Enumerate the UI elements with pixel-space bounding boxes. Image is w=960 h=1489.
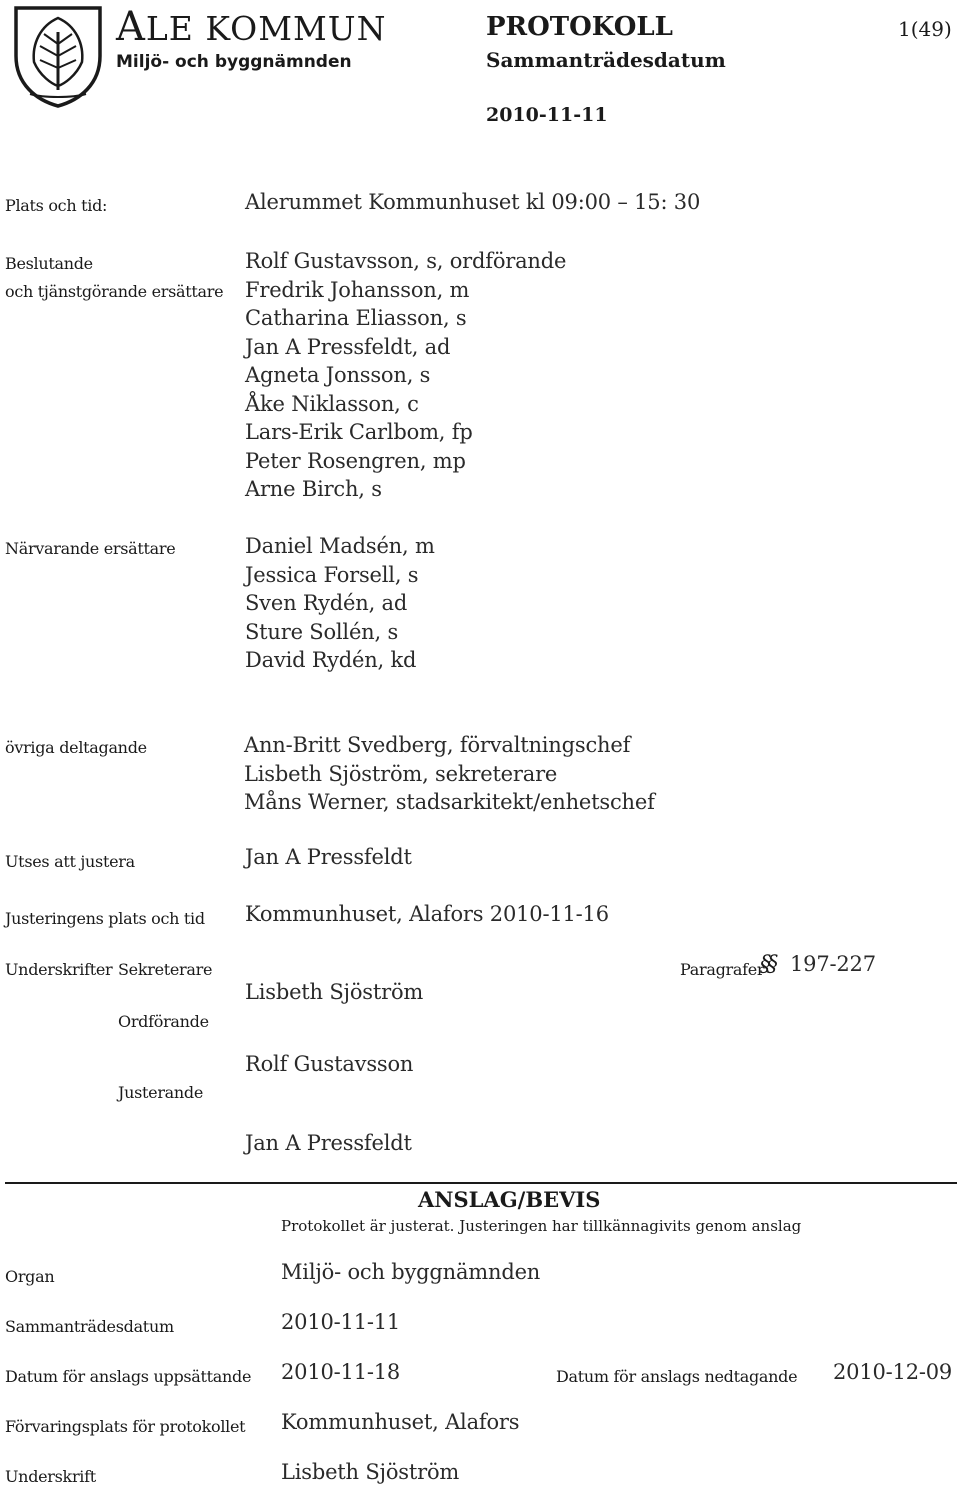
posted-date-value: 2010-11-18: [281, 1360, 401, 1384]
others-label: övriga deltagande: [5, 738, 147, 757]
section-divider: [5, 1182, 957, 1184]
member-name: Catharina Eliasson, s: [245, 306, 467, 330]
notice-date-value: 2010-11-11: [281, 1310, 401, 1334]
secretary-label: Sekreterare: [118, 960, 213, 979]
notice-date-label: Sammanträdesdatum: [5, 1317, 174, 1336]
participant-name: Måns Werner, stadsarkitekt/enhetschef: [244, 790, 655, 814]
organ-value: Miljö- och byggnämnden: [281, 1260, 541, 1284]
signature-label: Underskrift: [5, 1467, 96, 1486]
substitute-name: Daniel Madsén, m: [245, 534, 435, 558]
member-name: Fredrik Johansson, m: [245, 277, 470, 302]
storage-value: Kommunhuset, Alafors: [281, 1410, 520, 1434]
deciding-label-line2: och tjänstgörande ersättare: [5, 282, 224, 301]
substitute-name: David Rydén, kd: [245, 648, 417, 672]
organ-label: Organ: [5, 1267, 55, 1286]
adjustment-value: Kommunhuset, Alafors 2010-11-16: [245, 902, 609, 926]
removed-date-label: Datum för anslags nedtagande: [556, 1367, 798, 1386]
substitute-name: Sture Sollén, s: [245, 619, 399, 644]
board-name: Miljö- och byggnämnden: [116, 52, 352, 72]
signatures-label: Underskrifter: [5, 960, 113, 979]
adjuster-label: Utses att justera: [5, 852, 135, 871]
notice-statement: Protokollet är justerat. Justeringen har tillkännagivits genom anslag: [281, 1217, 802, 1235]
paragraphs-label: Paragrafer: [680, 960, 765, 979]
justifier-name: Jan A Pressfeldt: [245, 1131, 412, 1155]
paragraphs-value: 197-227: [790, 952, 876, 976]
place-time-value: Alerummet Kommunhuset kl 09:00 – 15: 30: [245, 190, 701, 214]
participant-name: Ann-Britt Svedberg, förvaltningschef: [244, 733, 631, 757]
meeting-date: 2010-11-11: [486, 104, 608, 126]
meeting-date-label: Sammanträdesdatum: [486, 48, 726, 72]
justifier-label: Justerande: [118, 1083, 204, 1102]
substitute-name: Jessica Forsell, s: [245, 562, 419, 587]
shield-tree-icon: [10, 4, 106, 108]
paragraphs-symbol: §§: [760, 952, 774, 977]
substitute-name: Sven Rydén, ad: [245, 591, 408, 615]
place-time-label: Plats och tid:: [5, 196, 108, 215]
member-name: Agneta Jonsson, s: [245, 363, 431, 387]
deciding-label: Beslutande: [5, 254, 93, 273]
member-name: Rolf Gustavsson, s, ordförande: [245, 249, 567, 273]
notice-title: ANSLAG/BEVIS: [418, 1187, 601, 1212]
secretary-name: Lisbeth Sjöström: [245, 980, 424, 1004]
member-name: Arne Birch, s: [245, 477, 382, 501]
participant-name: Lisbeth Sjöström, sekreterare: [244, 761, 558, 786]
page-number: 1(49): [898, 17, 952, 41]
others-list: [244, 731, 655, 817]
member-name: Lars-Erik Carlbom, fp: [245, 420, 473, 444]
substitutes-list: [245, 532, 435, 675]
adjuster-value: Jan A Pressfeldt: [245, 845, 412, 869]
member-name: Åke Niklasson, c: [245, 391, 419, 416]
signature-value: Lisbeth Sjöström: [281, 1460, 460, 1484]
adjustment-label: Justeringens plats och tid: [5, 909, 205, 928]
document-title: PROTOKOLL: [486, 12, 673, 42]
member-name: Jan A Pressfeldt, ad: [245, 334, 451, 359]
removed-date-value: 2010-12-09: [833, 1360, 953, 1384]
organization-name: ALE KOMMUN: [116, 4, 387, 50]
chair-name: Rolf Gustavsson: [245, 1052, 414, 1076]
chair-label: Ordförande: [118, 1012, 209, 1031]
storage-label: Förvaringsplats för protokollet: [5, 1417, 246, 1436]
member-name: Peter Rosengren, mp: [245, 448, 466, 473]
municipality-logo: [10, 4, 106, 108]
substitutes-label: Närvarande ersättare: [5, 539, 176, 558]
deciding-members-list: [245, 247, 566, 504]
posted-date-label: Datum för anslags uppsättande: [5, 1367, 252, 1386]
